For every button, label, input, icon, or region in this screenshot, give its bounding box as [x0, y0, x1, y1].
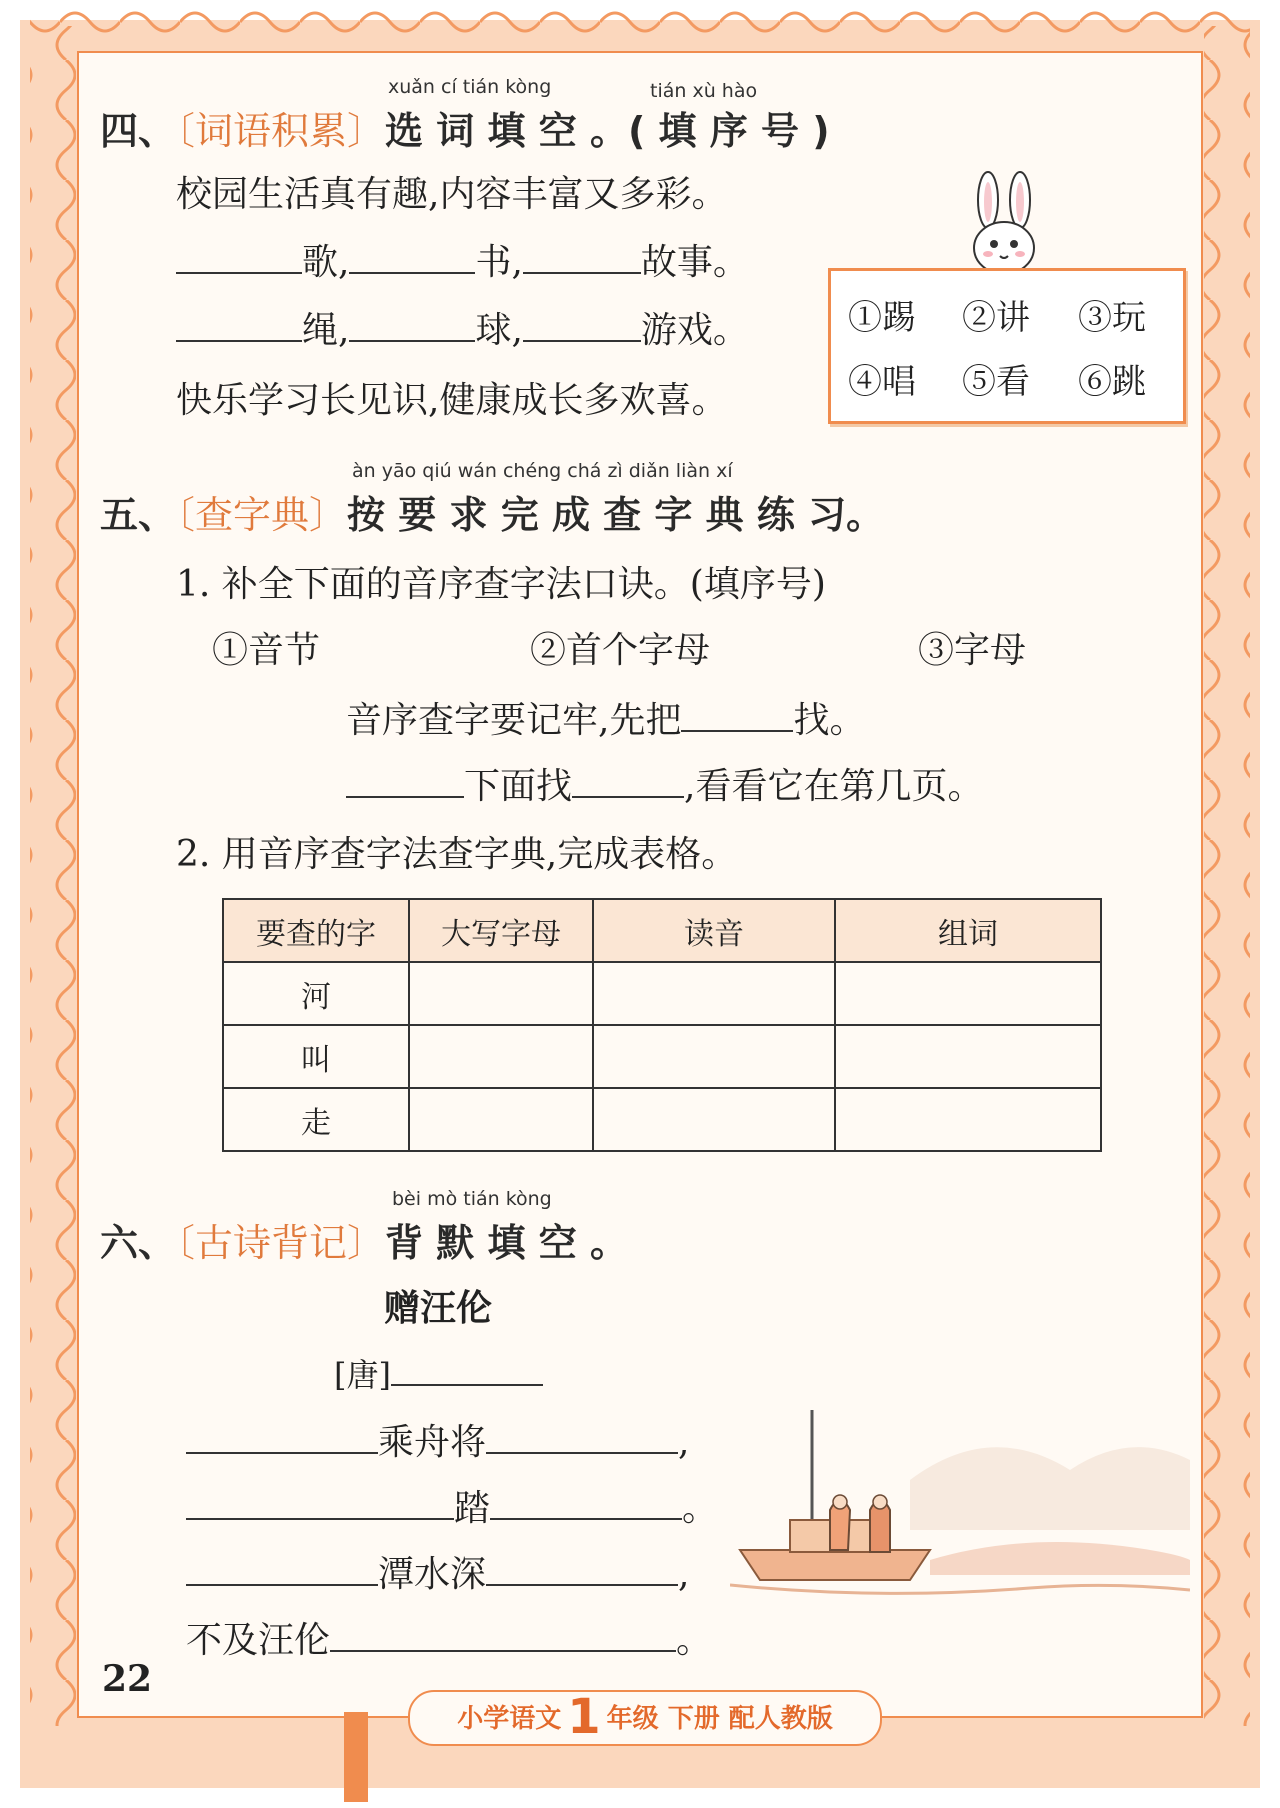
poem-title: 赠汪伦	[384, 1288, 493, 1329]
fill-label: 游戏。	[640, 310, 749, 351]
answer-blank[interactable]	[572, 766, 684, 798]
boat-illustration	[730, 1410, 1190, 1610]
answer-blank[interactable]	[186, 1554, 378, 1586]
answer-blank[interactable]	[349, 242, 475, 274]
poem-text: 不及汪伦	[186, 1620, 331, 1661]
poem-line-1	[186, 1414, 689, 1465]
rhyme-text: ,看看它在第几页。	[684, 766, 984, 807]
section-number: 五、	[100, 493, 177, 537]
answer-blank[interactable]	[176, 242, 302, 274]
rhyme-line-1	[346, 692, 865, 743]
dynasty: [唐]	[334, 1356, 391, 1394]
grade-number: 1	[567, 1689, 601, 1745]
option-item: ③玩	[1078, 298, 1146, 338]
poem-line-2	[186, 1480, 718, 1531]
table-cell-char: 叫	[223, 1025, 409, 1088]
fill-label: 故事。	[640, 242, 749, 283]
answer-cell[interactable]	[835, 962, 1101, 1025]
section-tag: 〔查字典〕	[176, 493, 348, 537]
answer-cell[interactable]	[835, 1025, 1101, 1088]
option-item: ⑤看	[962, 362, 1030, 402]
rhyme-text: 找。	[793, 700, 866, 741]
answer-blank[interactable]	[486, 1554, 678, 1586]
poem-author-line	[334, 1350, 543, 1396]
answer-blank[interactable]	[349, 310, 475, 342]
option-item: ④唱	[848, 362, 916, 402]
answer-blank[interactable]	[186, 1488, 454, 1520]
section-title: 选 词 填 空 。( 填 序 号 )	[385, 109, 830, 153]
table-header: 大写字母	[409, 899, 593, 962]
poem-text: 潭水深	[378, 1554, 487, 1595]
answer-blank[interactable]	[176, 310, 302, 342]
answer-blank[interactable]	[523, 310, 641, 342]
fill-label: 书,	[475, 242, 523, 283]
grade-label: 年级 下册 配人教版	[606, 1704, 833, 1734]
pinyin-annotation: bèi mò tián kòng	[392, 1188, 552, 1210]
author-blank[interactable]	[391, 1358, 543, 1386]
punct: 。	[676, 1620, 713, 1661]
table-header: 读音	[593, 899, 835, 962]
answer-blank[interactable]	[486, 1422, 678, 1454]
section-number: 四、	[100, 109, 177, 153]
fill-label: 歌,	[302, 242, 350, 283]
poem-line-4	[186, 1612, 712, 1663]
answer-cell[interactable]	[835, 1088, 1101, 1151]
rhyme-text: 下面找	[464, 766, 573, 807]
text-line: 快乐学习长见识,健康成长多欢喜。	[176, 380, 728, 421]
text-line: 校园生活真有趣,内容丰富又多彩。	[176, 174, 728, 215]
page-number: 22	[102, 1658, 153, 1700]
pinyin-annotation: àn yāo qiú wán chéng chá zì diǎn liàn xí	[352, 460, 733, 482]
fill-label: 绳,	[302, 310, 350, 351]
section-tag: 〔古诗背记〕	[176, 1221, 386, 1265]
answer-cell[interactable]	[409, 1025, 593, 1088]
section-title: 按 要 求 完 成 查 字 典 练 习。	[347, 493, 885, 537]
pinyin-annotation: xuǎn cí tián kòng	[388, 76, 552, 98]
q1-option: ③字母	[918, 630, 1027, 671]
table-header: 组词	[835, 899, 1101, 962]
section-number: 六、	[100, 1221, 177, 1265]
dictionary-table	[222, 898, 1102, 1152]
section-tag: 〔词语积累〕	[176, 109, 386, 153]
table-cell-char: 走	[223, 1088, 409, 1151]
fill-row-b	[176, 302, 749, 353]
table-cell-char: 河	[223, 962, 409, 1025]
book-label	[408, 1690, 882, 1746]
answer-blank[interactable]	[346, 766, 464, 798]
answer-blank[interactable]	[330, 1620, 676, 1652]
answer-cell[interactable]	[593, 1088, 835, 1151]
poem-line-3	[186, 1546, 689, 1597]
section-4-heading	[100, 100, 830, 155]
answer-blank[interactable]	[681, 700, 793, 732]
q1-option: ①音节	[212, 630, 321, 671]
fill-label: 球,	[475, 310, 523, 351]
rhyme-text: 音序查字要记牢,先把	[346, 700, 682, 741]
subject-label: 小学语文	[457, 1704, 562, 1734]
table-row	[223, 962, 1101, 1025]
punct: ,	[678, 1554, 690, 1595]
answer-cell[interactable]	[409, 962, 593, 1025]
table-header: 要查的字	[223, 899, 409, 962]
bunny-illustration	[950, 170, 1060, 280]
table-row	[223, 1025, 1101, 1088]
answer-blank[interactable]	[490, 1488, 682, 1520]
option-item: ②讲	[962, 298, 1030, 338]
answer-blank[interactable]	[523, 242, 641, 274]
punct: 。	[682, 1488, 719, 1529]
section-5-heading	[100, 484, 884, 539]
answer-cell[interactable]	[409, 1088, 593, 1151]
rhyme-line-2	[346, 758, 983, 809]
table-row	[223, 1088, 1101, 1151]
section-6-heading	[100, 1212, 628, 1267]
pinyin-annotation: tián xù hào	[650, 80, 758, 102]
section-title: 背 默 填 空 。	[385, 1221, 628, 1265]
question-2: 2. 用音序查字法查字典,完成表格。	[176, 834, 738, 875]
fill-row-a	[176, 234, 749, 285]
option-item: ①踢	[848, 298, 916, 338]
option-item: ⑥跳	[1078, 362, 1146, 402]
question-1: 1. 补全下面的音序查字法口诀。(填序号)	[176, 564, 826, 605]
answer-cell[interactable]	[593, 962, 835, 1025]
q1-option: ②首个字母	[530, 630, 711, 671]
answer-cell[interactable]	[593, 1025, 835, 1088]
poem-text: 踏	[454, 1488, 491, 1529]
table-header-row	[223, 899, 1101, 962]
answer-blank[interactable]	[186, 1422, 378, 1454]
poem-text: 乘舟将	[378, 1422, 487, 1463]
punct: ,	[678, 1422, 690, 1463]
